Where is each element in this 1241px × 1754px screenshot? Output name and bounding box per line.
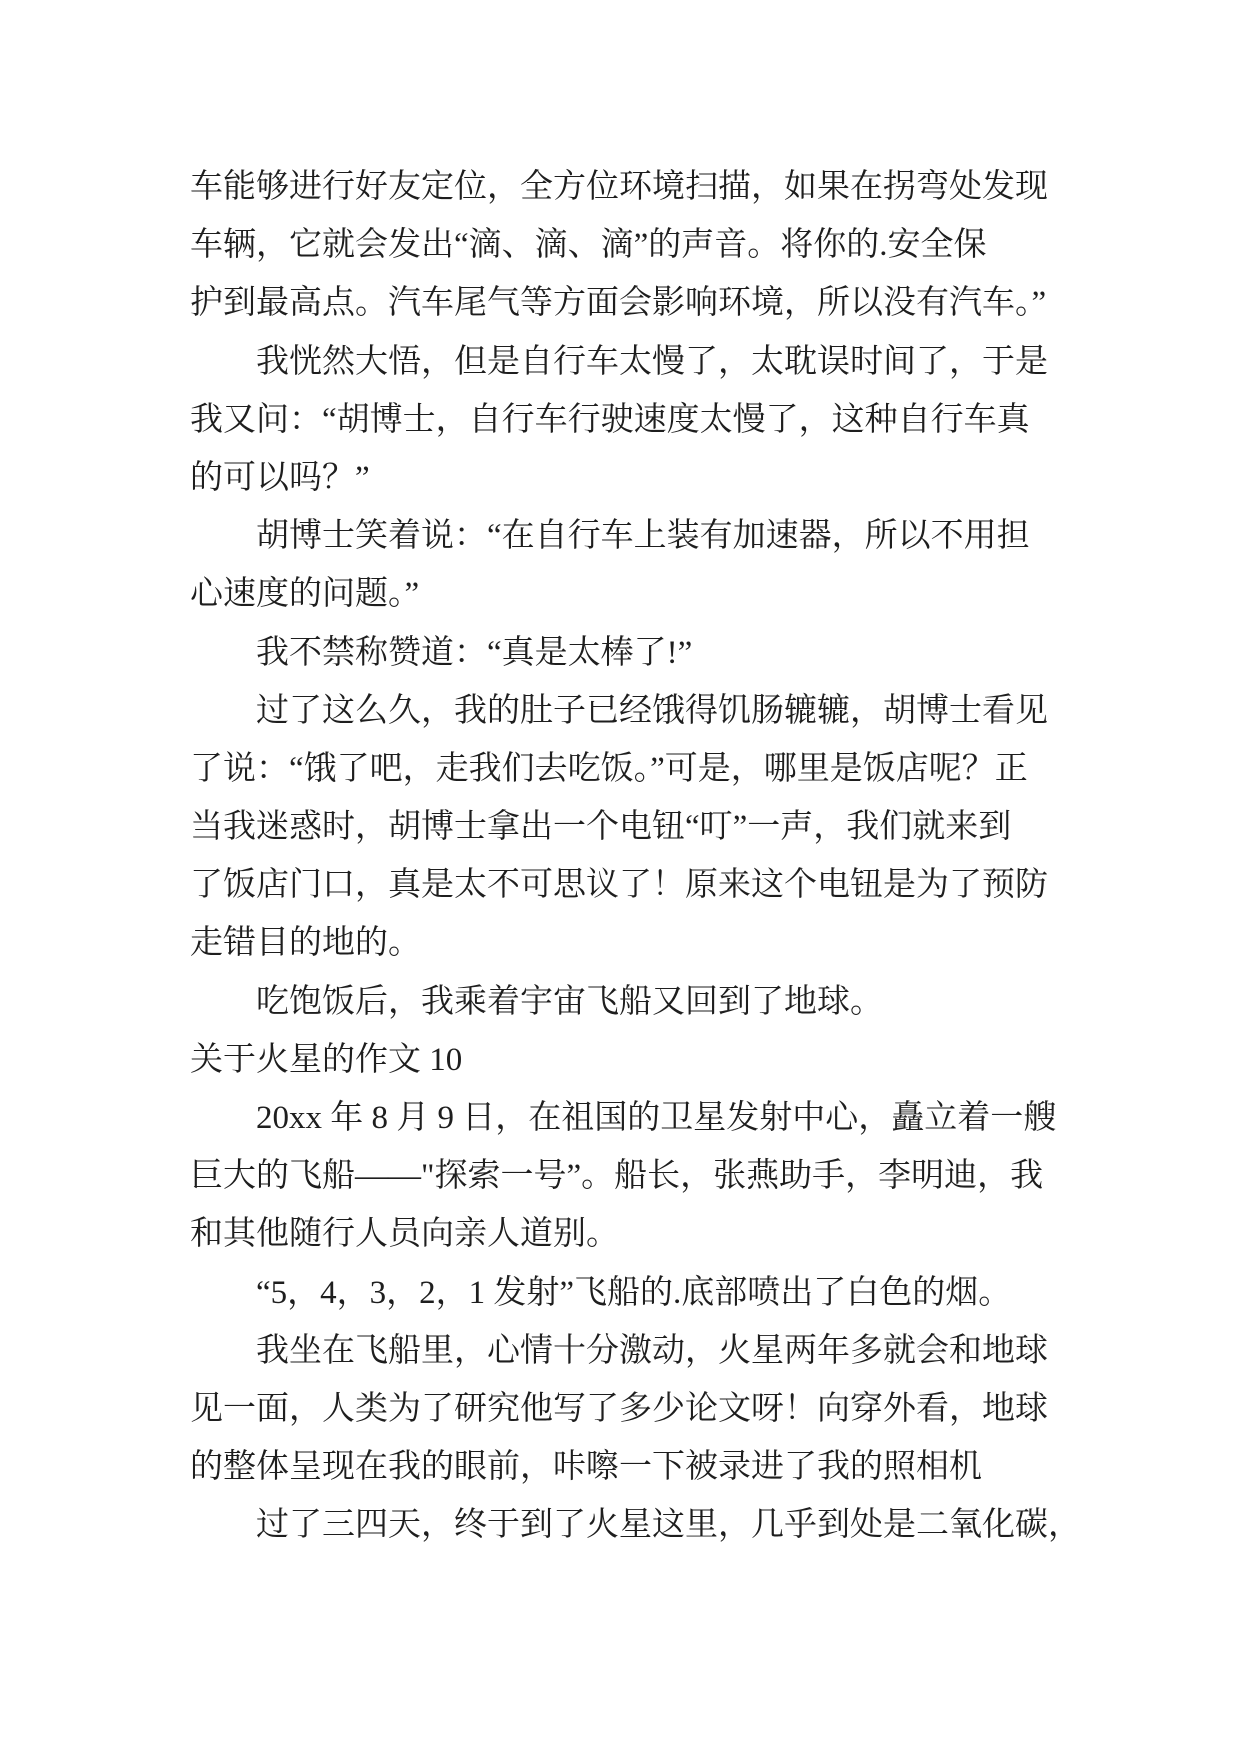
paragraph [190, 973, 1070, 1031]
text-line: 巨大的飞船——"探索一号”。船长，张燕助手，李明迪，我 [190, 1158, 1044, 1195]
paragraph [190, 1264, 1070, 1322]
paragraph [190, 1496, 1081, 1554]
paragraph [190, 1089, 1070, 1264]
text-line: 过了三四天，终于到了火星这里，几乎到处是二氧化碳， [256, 1507, 1081, 1544]
text-line: 我又问：“胡博士，自行车行驶速度太慢了，这种自行车真 [190, 401, 1030, 438]
text-line: 胡博士笑着说：“在自行车上装有加速器，所以不用担 [256, 518, 1030, 555]
text-line: 走错目的地的。 [190, 925, 421, 962]
paragraph-continued [190, 158, 1070, 333]
text-line: 车能够进行好友定位，全方位环境扫描，如果在拐弯处发现 [190, 169, 1048, 205]
text-line: 当我迷惑时，胡博士拿出一个电钮“叮”一声，我们就来到 [190, 809, 1012, 846]
section-title: 关于火星的作文 10 [190, 1041, 463, 1078]
text-line: 见一面，人类为了研究他写了多少论文呀！向穿外看，地球 [190, 1390, 1048, 1427]
text-line: 了饭店门口，真是太不可思议了！原来这个电钮是为了预防 [190, 867, 1048, 904]
text-line: 我不禁称赞道：“真是太棒了!” [256, 634, 693, 671]
document-body [190, 158, 1081, 1555]
text-line: 20xx 年 8 月 9 日，在祖国的卫星发射中心，矗立着一艘 [256, 1100, 1057, 1136]
text-line: 我恍然大悟，但是自行车太慢了，太耽误时间了，于是 [256, 343, 1048, 380]
text-line: 心速度的问题。” [190, 576, 420, 613]
text-line: 的可以吗？” [190, 459, 370, 496]
text-line: 过了这么久，我的肚子已经饿得饥肠辘辘，胡博士看见 [256, 692, 1048, 729]
paragraph [190, 1322, 1070, 1497]
text-line: 吃饱饭后，我乘着宇宙飞船又回到了地球。 [256, 983, 883, 1020]
paragraph [190, 507, 1070, 623]
text-line: 护到最高点。汽车尾气等方面会影响环境，所以没有汽车。” [190, 285, 1047, 322]
paragraph [190, 624, 1070, 682]
paragraph [190, 333, 1070, 508]
text-line: 我坐在飞船里，心情十分激动，火星两年多就会和地球 [256, 1332, 1048, 1369]
paragraph [190, 682, 1070, 973]
text-line: 车辆，它就会发出“滴、滴、滴”的声音。将你的.安全保 [190, 227, 987, 264]
text-line: 的整体呈现在我的眼前，咔嚓一下被录进了我的照相机 [190, 1449, 982, 1486]
text-line: 了说：“饿了吧，走我们去吃饭。”可是，哪里是饭店呢？正 [190, 750, 1028, 787]
text-line: “5，4，3，2，1 发射”飞船的.底部喷出了白色的烟。 [256, 1274, 1012, 1311]
text-line: 和其他随行人员向亲人道别。 [190, 1216, 619, 1253]
